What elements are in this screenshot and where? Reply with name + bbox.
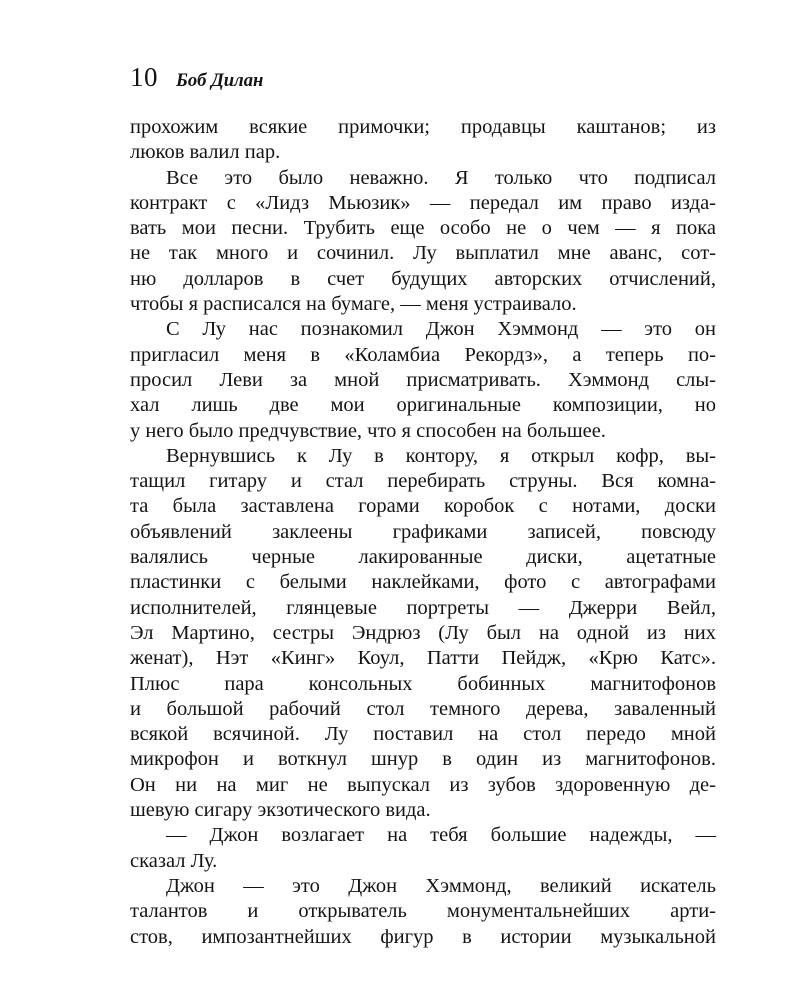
text-line: Эл Мартино, сестры Эндрюз (Лу был на одной из них xyxy=(130,621,716,644)
text-line: хал лишь две мои оригинальные композиции, но xyxy=(130,394,716,417)
text-line: женат), Нэт «Кинг» Коул, Патти Пейдж, «Крю Катс». xyxy=(130,647,716,670)
text-line: чтобы я расписался на бумаге, — меня устраивало. xyxy=(130,293,577,316)
text-line: у него было предчувствие, что я способен на большее. xyxy=(130,419,606,442)
text-line: исполнителей, глянцевые портреты — Джерри Вейл, xyxy=(130,596,716,619)
text-line: микрофон и воткнул шнур в один из магнитофонов. xyxy=(130,748,716,771)
text-line: просил Леви за мной присматривать. Хэммонд слы- xyxy=(130,368,716,391)
text-line: та была заставлена горами коробок с нотами, доски xyxy=(130,495,716,518)
text-line: валялись черные лакированные диски, ацетатные xyxy=(130,546,716,569)
running-header-title: Боб Дилан xyxy=(176,70,264,91)
page-number: 10 xyxy=(130,62,158,92)
text-line: сказал Лу. xyxy=(130,849,218,872)
text-line: контракт с «Лидз Мьюзик» — передал им право изда- xyxy=(130,191,716,214)
text-line: тащил гитару и стал перебирать струны. Вся комна- xyxy=(130,470,716,493)
text-line: Плюс пара консольных бобинных магнитофонов xyxy=(130,672,716,695)
text-line: Джон — это Джон Хэммонд, великий искатель xyxy=(166,874,716,897)
running-header xyxy=(130,62,265,98)
text-line: ню долларов в счет будущих авторских отчислений, xyxy=(130,267,716,290)
text-line: объявлений заклеены графиками записей, повсюду xyxy=(130,520,716,543)
text-line: талантов и открыватель монументальнейших арти- xyxy=(130,900,716,923)
text-line: — Джон возлагает на тебя большие надежды, — xyxy=(166,824,716,847)
text-line: прохожим всякие примочки; продавцы каштанов; из xyxy=(130,116,716,138)
text-line: стов, импозантнейших фигур в истории музыкальной xyxy=(130,925,716,948)
body-text xyxy=(130,115,716,950)
text-line: пригласил меня в «Коламбиа Рекордз», а теперь по- xyxy=(130,343,716,366)
text-line: и большой рабочий стол темного дерева, заваленный xyxy=(130,697,716,720)
text-line: пластинки с белыми наклейками, фото с автографами xyxy=(130,571,716,594)
text-line: всякой всячиной. Лу поставил на стол передо мной xyxy=(130,723,716,746)
text-line: вать мои песни. Трубить еще особо не о чем — я пока xyxy=(130,217,716,240)
text-line: С Лу нас познакомил Джон Хэммонд — это он xyxy=(166,318,716,341)
text-line: Все это было неважно. Я только что подписал xyxy=(166,166,716,189)
text-line: люков валил пар. xyxy=(130,141,281,164)
text-line: не так много и сочинил. Лу выплатил мне аванс, сот- xyxy=(130,242,716,265)
text-line: шевую сигару экзотического вида. xyxy=(130,799,431,822)
text-line: Он ни на миг не выпускал из зубов здоровенную де- xyxy=(130,773,716,796)
text-line: Вернувшись к Лу в контору, я открыл кофр, вы- xyxy=(166,444,716,467)
